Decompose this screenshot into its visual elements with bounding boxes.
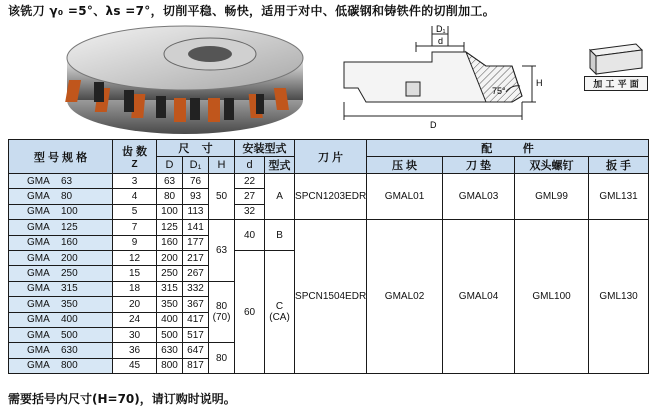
type-c-label: C	[275, 301, 284, 313]
teeth-cell: 5	[113, 204, 157, 219]
table-row	[9, 174, 649, 189]
model-size: 500	[61, 329, 78, 341]
label-H: H	[536, 78, 543, 88]
type-cell	[265, 250, 295, 373]
model-size: 63	[61, 175, 73, 187]
model-cell	[9, 358, 113, 373]
header-screw: 双头螺钉	[515, 157, 589, 174]
model-cell	[9, 220, 113, 235]
model-size: 350	[61, 298, 78, 310]
model-cell	[9, 266, 113, 281]
header-type: 型式	[265, 157, 295, 174]
header-insert: 刀 片	[295, 140, 367, 174]
model-cell	[9, 204, 113, 219]
header-parts: 配 件	[367, 140, 649, 157]
label-angle: 75°	[492, 86, 506, 96]
d-cell: 80	[157, 189, 183, 204]
bore-cell: 22	[235, 174, 265, 189]
model-prefix: GMA	[27, 221, 50, 233]
d1-cell: 332	[183, 281, 209, 296]
model-size: 315	[61, 283, 78, 295]
teeth-cell: 20	[113, 297, 157, 312]
header-teeth-label: 齿 数	[121, 146, 148, 158]
label-d1: D₁	[436, 24, 446, 34]
model-prefix: GMA	[27, 329, 50, 341]
h-cell: 80	[209, 343, 235, 374]
insert-cell: SPCN1504EDR	[295, 220, 367, 374]
h-70-label: (70)	[212, 312, 231, 324]
label-D: D	[430, 120, 437, 130]
model-cell	[9, 189, 113, 204]
header-size: 尺 寸	[157, 140, 235, 157]
shim-cell: GMAL04	[443, 220, 515, 374]
model-cell	[9, 327, 113, 342]
teeth-cell: 4	[113, 189, 157, 204]
teeth-cell: 30	[113, 327, 157, 342]
d-cell: 63	[157, 174, 183, 189]
header-H: H	[209, 157, 235, 174]
type-cell: A	[265, 174, 295, 220]
machined-plane-icon	[584, 40, 646, 76]
model-prefix: GMA	[27, 191, 50, 203]
d1-cell: 93	[183, 189, 209, 204]
model-cell	[9, 250, 113, 265]
d-cell: 100	[157, 204, 183, 219]
type-ca-label: (CA)	[269, 312, 290, 324]
intro-text: 该铣刀 γ₀ =5°、λs =7°，切削平稳、畅快，适用于对中、低碳钢和铸铁件的切削加工。	[8, 4, 496, 18]
screw-cell: GML99	[515, 174, 589, 220]
model-size: 100	[61, 206, 78, 218]
d-cell: 125	[157, 220, 183, 235]
header-mount: 安装型式	[235, 140, 295, 157]
model-size: 250	[61, 268, 78, 280]
model-cell	[9, 297, 113, 312]
h-80-label: 80	[215, 301, 228, 313]
teeth-cell: 45	[113, 358, 157, 373]
d1-cell: 417	[183, 312, 209, 327]
teeth-cell: 7	[113, 220, 157, 235]
model-cell	[9, 174, 113, 189]
cutter-photo	[60, 18, 310, 136]
d1-cell: 76	[183, 174, 209, 189]
d1-cell: 113	[183, 204, 209, 219]
shim-cell: GMAL03	[443, 174, 515, 220]
d1-cell: 177	[183, 235, 209, 250]
model-cell	[9, 343, 113, 358]
wrench-cell: GML131	[589, 174, 649, 220]
d1-cell: 267	[183, 266, 209, 281]
bore-cell: 40	[235, 220, 265, 251]
teeth-cell: 36	[113, 343, 157, 358]
teeth-cell: 24	[113, 312, 157, 327]
machined-plane-figure	[584, 40, 646, 94]
insert-cell: SPCN1203EDR	[295, 174, 367, 220]
d-cell: 315	[157, 281, 183, 296]
header-D1: D₁	[183, 157, 209, 174]
teeth-cell: 9	[113, 235, 157, 250]
d-cell: 400	[157, 312, 183, 327]
bore-cell: 27	[235, 189, 265, 204]
screw-cell: GML100	[515, 220, 589, 374]
cross-section-drawing	[336, 22, 556, 134]
h-cell: 50	[209, 174, 235, 220]
spec-table	[8, 139, 649, 374]
bore-cell: 60	[235, 250, 265, 373]
model-prefix: GMA	[27, 298, 50, 310]
header-D: D	[157, 157, 183, 174]
model-size: 800	[61, 360, 78, 372]
d1-cell: 217	[183, 250, 209, 265]
teeth-cell: 18	[113, 281, 157, 296]
header-d: d	[235, 157, 265, 174]
header-clamp: 压 块	[367, 157, 443, 174]
clamp-cell: GMAL02	[367, 220, 443, 374]
model-prefix: GMA	[27, 206, 50, 218]
d1-cell: 817	[183, 358, 209, 373]
d-cell: 350	[157, 297, 183, 312]
h-cell: 63	[209, 220, 235, 282]
model-prefix: GMA	[27, 268, 50, 280]
type-cell: B	[265, 220, 295, 251]
wrench-cell: GML130	[589, 220, 649, 374]
model-prefix: GMA	[27, 175, 50, 187]
model-prefix: GMA	[27, 237, 50, 249]
model-prefix: GMA	[27, 360, 50, 372]
d-cell: 200	[157, 250, 183, 265]
model-size: 125	[61, 221, 78, 233]
bore-cell: 32	[235, 204, 265, 219]
model-size: 630	[61, 344, 78, 356]
h-cell	[209, 281, 235, 343]
teeth-cell: 3	[113, 174, 157, 189]
model-cell	[9, 281, 113, 296]
teeth-cell: 15	[113, 266, 157, 281]
header-model: 型 号 规 格	[9, 140, 113, 174]
model-size: 200	[61, 252, 78, 264]
machined-plane-label: 加 工 平 面	[584, 76, 648, 91]
clamp-cell: GMAL01	[367, 174, 443, 220]
d1-cell: 141	[183, 220, 209, 235]
header-teeth-sub: Z	[131, 159, 138, 170]
d1-cell: 517	[183, 327, 209, 342]
model-cell	[9, 312, 113, 327]
model-prefix: GMA	[27, 344, 50, 356]
model-prefix: GMA	[27, 314, 50, 326]
header-wrench: 扳 手	[589, 157, 649, 174]
model-prefix: GMA	[27, 283, 50, 295]
d-cell: 800	[157, 358, 183, 373]
model-prefix: GMA	[27, 252, 50, 264]
header-shim: 刀 垫	[443, 157, 515, 174]
model-size: 400	[61, 314, 78, 326]
label-d: d	[438, 36, 444, 46]
table-row	[9, 220, 649, 235]
model-size: 80	[61, 191, 73, 203]
header-teeth	[113, 140, 157, 174]
d-cell: 500	[157, 327, 183, 342]
d-cell: 630	[157, 343, 183, 358]
model-cell	[9, 235, 113, 250]
teeth-cell: 12	[113, 250, 157, 265]
d1-cell: 647	[183, 343, 209, 358]
model-size: 160	[61, 237, 78, 249]
d-cell: 160	[157, 235, 183, 250]
footnote-text: 需要括号内尺寸(H=70)，请订购时说明。	[8, 392, 236, 406]
d-cell: 250	[157, 266, 183, 281]
d1-cell: 367	[183, 297, 209, 312]
